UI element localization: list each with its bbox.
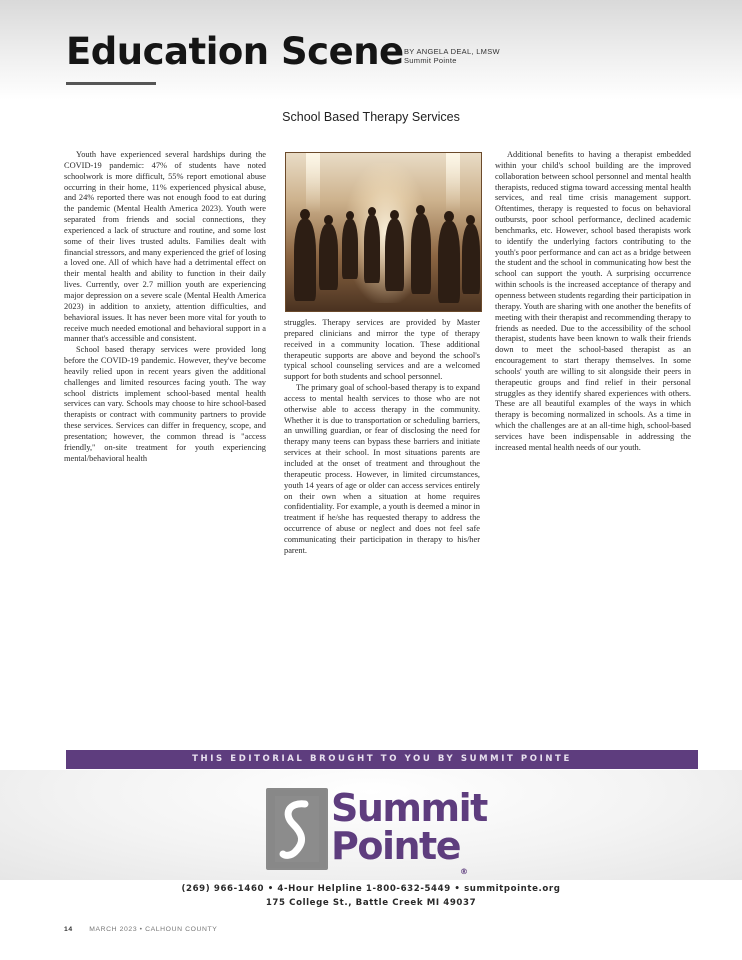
window-light <box>306 153 320 213</box>
window-light <box>446 153 460 213</box>
issue-info: MARCH 2023 • CALHOUN COUNTY <box>89 926 218 933</box>
hallway-students-photo <box>285 152 482 312</box>
summit-pointe-logo-mark <box>266 788 328 870</box>
logo-word-pointe <box>331 824 487 876</box>
paragraph: Additional benefits to having a therapist embedded within your child's school building are the improved collaboration between school personnel and mental health therapists, reduced stigma toward accessing mental health services, and real time crisis management support. Oftentimes, therapy is requested to focus on behavioral outbursts, poor school performance, declined academic benchmarks, etc. However, school based therapists work to identify the underlying factors contributing to the youth's poor performance and can act as a bridge between the student and the school in communicating how best the school can support the youth. A surprising occurrence within schools is the increased acceptance of therapy and openness between students regarding their participation in therapy. Youth are sharing with one another the benefits of meeting with their therapist and recommending therapy to friends as needed. Due to the accessibility of the school therapist, students have been known to walk their friends down to meet the school-based therapist as an encouragement to start therapy themselves. In some schools' youth are willing to sit alongside their peers in therapeutic groups and find relief in their personal struggles as they identify shared experiences with others. These are all beautiful examples of the ways in which therapy is becoming normalized in schools. As a time in which the challenges are at an all-time high, school-based services have been indispensable in addressing the increased mental health needs of our youth. <box>495 150 691 452</box>
article-title: School Based Therapy Services <box>282 110 460 124</box>
registered-mark-icon: ® <box>459 867 468 876</box>
logo-word-summit: Summit <box>331 786 487 830</box>
paragraph: Youth have experienced several hardships during the COVID-19 pandemic: 47% of students have noted schoolwork is more difficult, 55% report emotional abuse occurring in their home, 11% experienced physical abuse, and 24% reported there was not enough food to eat during the pandemic (Mental Health America 2023). Youth were separated from friends and social connections, they experienced a lack of structure and routine, and some lost some of their lives trusted adults. Families dealt with financial stressors, and many experienced the grief of losing a loved one. All of which have had a detrimental effect on their mental health and ability to function in their daily lives. Currently, over 2.7 million youth are experiencing major depression on a severe scale (Mental Health America 2023) in addition to anxiety, attention difficulties, and behavioral issues. It has never been more vital for youth to receive much needed emotional and behavioral support in a manner that's accessible and consistent. <box>64 150 266 344</box>
sponsor-contact-phone-web: (269) 966-1460 • 4-Hour Helpline 1-800-632-5449 • summitpointe.org <box>181 884 561 894</box>
section-title: Education Scene <box>66 30 404 73</box>
sponsor-contact-address: 175 College St., Battle Creek MI 49037 <box>265 898 477 908</box>
byline <box>404 47 500 65</box>
page-number: 14 <box>64 926 73 933</box>
byline-author: BY ANGELA DEAL, LMSW <box>404 47 500 56</box>
sponsor-banner: THIS EDITORIAL BROUGHT TO YOU BY SUMMIT POINTE <box>66 750 698 769</box>
student-figure <box>319 224 338 290</box>
student-figure <box>294 219 316 301</box>
logo-s-icon <box>275 796 319 862</box>
paragraph: School based therapy services were provided long before the COVID-19 pandemic. However, they've become heavily relied upon in recent years given the additional challenges and limited resources facing youth. The way school districts implement school-based mental health services can vary. Schools may choose to hire school-based therapists or contract with community partners to provide these services. Services can differ in frequency, scope, and presentation; however, the common thread is "access friendly," on-site treatment for youth experiencing mental/behavioral health <box>64 345 266 463</box>
logo-word-pointe-text: Pointe <box>331 824 460 868</box>
section-title-rule <box>66 82 156 85</box>
student-figure <box>364 215 380 283</box>
paragraph: struggles. Therapy services are provided by Master prepared clinicians and mirror the type of therapy received in a community location. These additional therapeutic supports are above and beyond the school's typical school counseling services and are a welcomed support for both students and school personnel. <box>284 318 480 382</box>
article-column-1 <box>64 150 266 464</box>
article-column-2 <box>284 318 480 557</box>
student-figure <box>438 221 460 303</box>
student-figure <box>385 219 404 291</box>
student-figure <box>462 224 480 294</box>
student-figure <box>411 214 431 294</box>
paragraph: The primary goal of school-based therapy is to expand access to mental health services to those who are not otherwise able to access therapy in the community. Whether it is due to transportation or scheduling barriers, an unwilling guardian, or fear of disclosing the need for therapy many teens can bypass these barriers and initiate services at their school. In most situations parents are included at the onset of treatment and throughout the therapeutic process. However, in limited circumstances, youth 14 years of age or older can access services entirely on their own when a situation at home requires confidentiality. For example, a youth is deemed a minor in treatment if he/she has requested therapy to address the occurrence of abuse or neglect and does not feel safe communicating their participation in therapy to his/her parent. <box>284 383 480 555</box>
student-figure <box>342 219 358 279</box>
byline-organization: Summit Pointe <box>404 56 457 65</box>
summit-pointe-logo-text <box>331 786 487 876</box>
page-footer <box>64 926 217 933</box>
article-column-3 <box>495 150 691 454</box>
